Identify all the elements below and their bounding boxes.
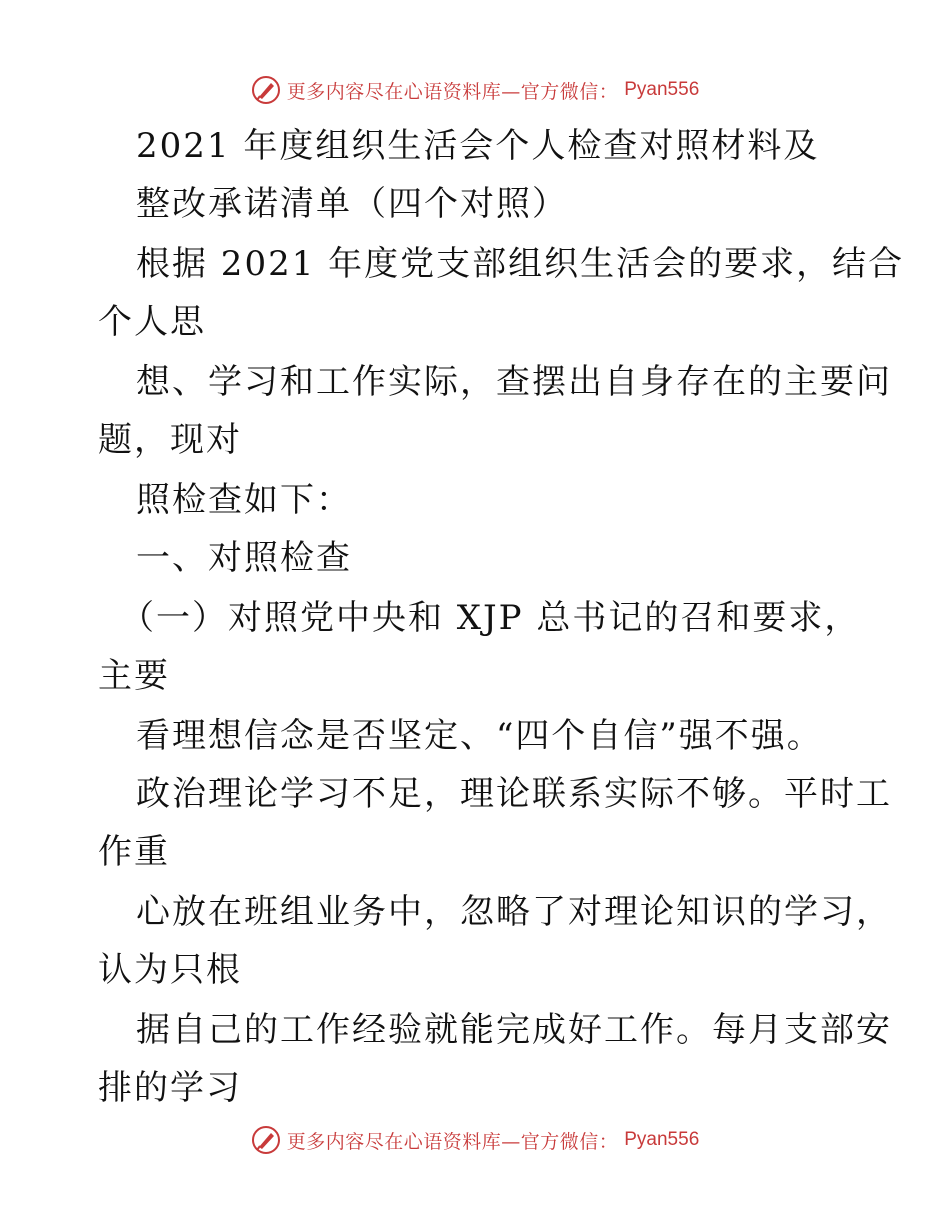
- paragraph-line: 排的学习: [98, 1068, 242, 1108]
- paragraph-line: 看理想信念是否坚定、“四个自信”强不强。: [136, 716, 823, 756]
- paragraph-line: 作重: [98, 832, 170, 872]
- paragraph-line: 照检查如下：: [136, 480, 352, 520]
- paragraph-line: 据自己的工作经验就能完成好工作。每月支部安: [136, 1010, 892, 1050]
- document-title-line-1: 2021 年度组织生活会个人检查对照材料及: [136, 126, 820, 166]
- watermark-banner-top: [0, 70, 950, 110]
- paragraph-line: 心放在班组业务中，忽略了对理论知识的学习，: [136, 892, 892, 932]
- paragraph-line: 想、学习和工作实际，查摆出自身存在的主要问: [136, 362, 892, 402]
- watermark-text: 更多内容尽在心语资料库—官方微信：: [286, 1130, 619, 1153]
- paragraph-line: 认为只根: [98, 950, 242, 990]
- watermark-wechat-id: Pyan556: [624, 79, 700, 100]
- watermark-text: 更多内容尽在心语资料库—官方微信：: [286, 80, 619, 103]
- paragraph-line: 根据 2021 年度党支部组织生活会的要求，结合: [136, 244, 905, 284]
- section-heading: 一、对照检查: [136, 538, 352, 578]
- watermark-wechat-id: Pyan556: [624, 1129, 700, 1150]
- quill-pen-logo-icon: [251, 75, 281, 105]
- watermark-banner-bottom: [0, 1120, 950, 1160]
- paragraph-line: 个人思: [98, 302, 206, 342]
- paragraph-line: 政治理论学习不足，理论联系实际不够。平时工: [136, 774, 892, 814]
- document-title-line-2: 整改承诺清单（四个对照）: [136, 184, 568, 224]
- subsection-heading: （一）对照党中央和 XJP 总书记的召和要求，: [120, 598, 861, 638]
- quill-pen-logo-icon: [251, 1125, 281, 1155]
- paragraph-line: 题，现对: [98, 420, 242, 460]
- paragraph-line: 主要: [98, 656, 170, 696]
